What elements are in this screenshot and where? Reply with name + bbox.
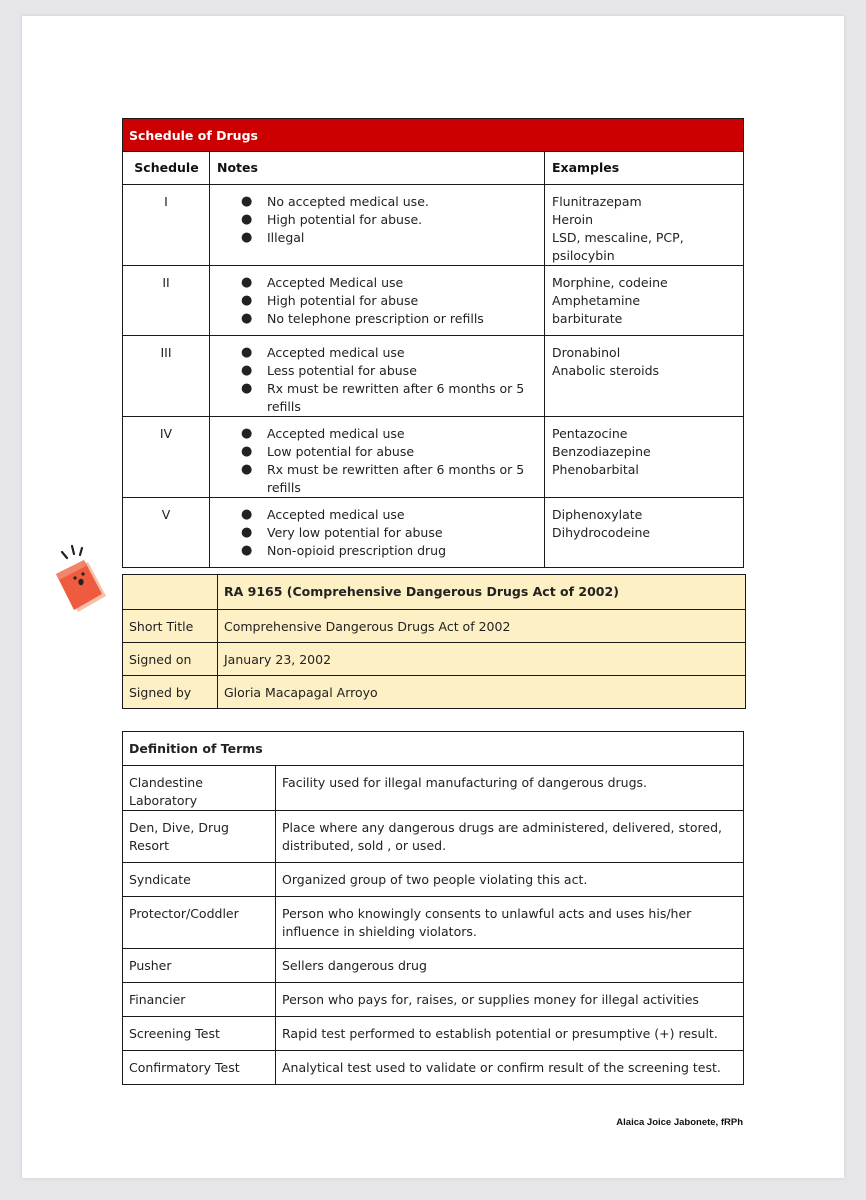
list-item <box>216 524 538 542</box>
notes-list <box>216 506 538 560</box>
document-page <box>22 16 844 1178</box>
notes-list <box>216 344 538 416</box>
list-item <box>216 425 538 443</box>
list-item <box>216 506 538 524</box>
ra-value: Gloria Macapagal Arroyo <box>218 676 746 709</box>
notes-cell <box>210 417 545 498</box>
list-item <box>216 344 538 362</box>
table-row <box>123 676 746 709</box>
definition-cell: Person who knowingly consents to unlawful acts and uses his/her influence in shielding violators. <box>276 897 744 949</box>
bullet-icon: ● <box>241 381 253 396</box>
list-item <box>216 211 538 229</box>
table-row <box>123 863 744 897</box>
table-row <box>123 498 744 568</box>
ra-key: Signed on <box>123 643 218 676</box>
ra-9165-table <box>122 574 746 709</box>
bullet-icon: ● <box>241 345 253 360</box>
notes-column-header: Notes <box>210 152 545 185</box>
ra-table-heading: RA 9165 (Comprehensive Dangerous Drugs Act of 2002) <box>218 575 746 610</box>
example-drug: Pentazocine <box>552 426 628 441</box>
term-cell: Pusher <box>123 949 276 983</box>
table-row <box>123 610 746 643</box>
notes-list <box>216 274 538 328</box>
definition-of-terms-table <box>122 731 744 1085</box>
schedule-table-title: Schedule of Drugs <box>123 119 744 152</box>
table-row <box>123 1051 744 1085</box>
bullet-icon: ● <box>241 212 253 227</box>
ra-key: Signed by <box>123 676 218 709</box>
example-drug: barbiturate <box>552 311 623 326</box>
schedule-cell: I <box>123 185 210 266</box>
list-item <box>216 229 538 247</box>
term-cell: Financier <box>123 983 276 1017</box>
table-row <box>123 949 744 983</box>
bullet-icon: ● <box>241 194 253 209</box>
examples-cell <box>545 336 744 417</box>
bullet-icon: ● <box>241 275 253 290</box>
bullet-icon: ● <box>241 543 253 558</box>
example-drug: Heroin <box>552 212 593 227</box>
examples-cell <box>545 498 744 568</box>
notes-cell <box>210 498 545 568</box>
note-text: Accepted medical use <box>267 507 405 522</box>
example-drug: LSD, mescaline, PCP, psilocybin <box>552 230 684 263</box>
example-drug: Morphine, codeine <box>552 275 668 290</box>
definition-cell: Analytical test used to validate or confirm result of the screening test. <box>276 1051 744 1085</box>
example-drug: Dronabinol <box>552 345 621 360</box>
table-row <box>123 417 744 498</box>
bullet-icon: ● <box>241 230 253 245</box>
list-item <box>216 310 538 328</box>
ra-table-blank-cell <box>123 575 218 610</box>
definition-cell: Organized group of two people violating this act. <box>276 863 744 897</box>
note-text: Low potential for abuse <box>267 444 415 459</box>
note-text: Non-opioid prescription drug <box>267 543 447 558</box>
note-text: Rx must be rewritten after 6 months or 5 refills <box>267 381 525 414</box>
table-row <box>123 766 744 811</box>
schedule-of-drugs-table <box>122 118 744 568</box>
ra-value: January 23, 2002 <box>218 643 746 676</box>
ra-key: Short Title <box>123 610 218 643</box>
notes-list <box>216 193 538 247</box>
definition-cell: Rapid test performed to establish potential or presumptive (+) result. <box>276 1017 744 1051</box>
notes-cell <box>210 336 545 417</box>
examples-cell <box>545 266 744 336</box>
definitions-heading: Definition of Terms <box>123 732 744 766</box>
note-text: Accepted Medical use <box>267 275 404 290</box>
list-item <box>216 292 538 310</box>
term-cell: Syndicate <box>123 863 276 897</box>
list-item <box>216 380 538 416</box>
note-text: Illegal <box>267 230 305 245</box>
list-item <box>216 193 538 211</box>
table-row <box>123 897 744 949</box>
schedule-cell: II <box>123 266 210 336</box>
term-cell: Confirmatory Test <box>123 1051 276 1085</box>
note-text: High potential for abuse <box>267 293 419 308</box>
list-item <box>216 362 538 380</box>
schedule-cell: III <box>123 336 210 417</box>
example-drug: Dihydrocodeine <box>552 525 651 540</box>
bullet-icon: ● <box>241 444 253 459</box>
bullet-icon: ● <box>241 426 253 441</box>
note-text: Accepted medical use <box>267 426 405 441</box>
example-drug: Benzodiazepine <box>552 444 651 459</box>
note-text: Rx must be rewritten after 6 months or 5 refills <box>267 462 525 495</box>
example-drug: Amphetamine <box>552 293 641 308</box>
table-row <box>123 1017 744 1051</box>
schedule-cell: IV <box>123 417 210 498</box>
definition-cell: Place where any dangerous drugs are administered, delivered, stored, distributed, sold , or used. <box>276 811 744 863</box>
table-row <box>123 811 744 863</box>
schedule-column-header: Schedule <box>123 152 210 185</box>
bullet-icon: ● <box>241 363 253 378</box>
bullet-icon: ● <box>241 507 253 522</box>
ra-value: Comprehensive Dangerous Drugs Act of 2002 <box>218 610 746 643</box>
example-drug: Diphenoxylate <box>552 507 643 522</box>
examples-cell <box>545 185 744 266</box>
examples-column-header: Examples <box>545 152 744 185</box>
example-drug: Flunitrazepam <box>552 194 642 209</box>
notes-list <box>216 425 538 497</box>
example-drug: Phenobarbital <box>552 462 639 477</box>
bullet-icon: ● <box>241 293 253 308</box>
note-text: No telephone prescription or refills <box>267 311 484 326</box>
term-cell: Den, Dive, Drug Resort <box>123 811 276 863</box>
list-item <box>216 443 538 461</box>
note-text: Less potential for abuse <box>267 363 417 378</box>
bullet-icon: ● <box>241 311 253 326</box>
note-text: Very low potential for abuse <box>267 525 443 540</box>
table-row <box>123 336 744 417</box>
examples-cell <box>545 417 744 498</box>
list-item <box>216 461 538 497</box>
bullet-icon: ● <box>241 525 253 540</box>
author-signature: Alaica Joice Jabonete, fRPh <box>616 1117 743 1128</box>
note-text: No accepted medical use. <box>267 194 429 209</box>
schedule-cell: V <box>123 498 210 568</box>
list-item <box>216 274 538 292</box>
term-cell: Protector/Coddler <box>123 897 276 949</box>
term-cell: Clandestine Laboratory <box>123 766 276 811</box>
example-drug: Anabolic steroids <box>552 363 660 378</box>
term-cell: Screening Test <box>123 1017 276 1051</box>
list-item <box>216 542 538 560</box>
definition-cell: Facility used for illegal manufacturing of dangerous drugs. <box>276 766 744 811</box>
definition-cell: Person who pays for, raises, or supplies money for illegal activities <box>276 983 744 1017</box>
table-row <box>123 983 744 1017</box>
surprised-book-sticker-icon <box>54 544 114 622</box>
note-text: High potential for abuse. <box>267 212 423 227</box>
table-row <box>123 185 744 266</box>
table-row <box>123 643 746 676</box>
note-text: Accepted medical use <box>267 345 405 360</box>
bullet-icon: ● <box>241 462 253 477</box>
table-row <box>123 266 744 336</box>
notes-cell <box>210 185 545 266</box>
definition-cell: Sellers dangerous drug <box>276 949 744 983</box>
notes-cell <box>210 266 545 336</box>
